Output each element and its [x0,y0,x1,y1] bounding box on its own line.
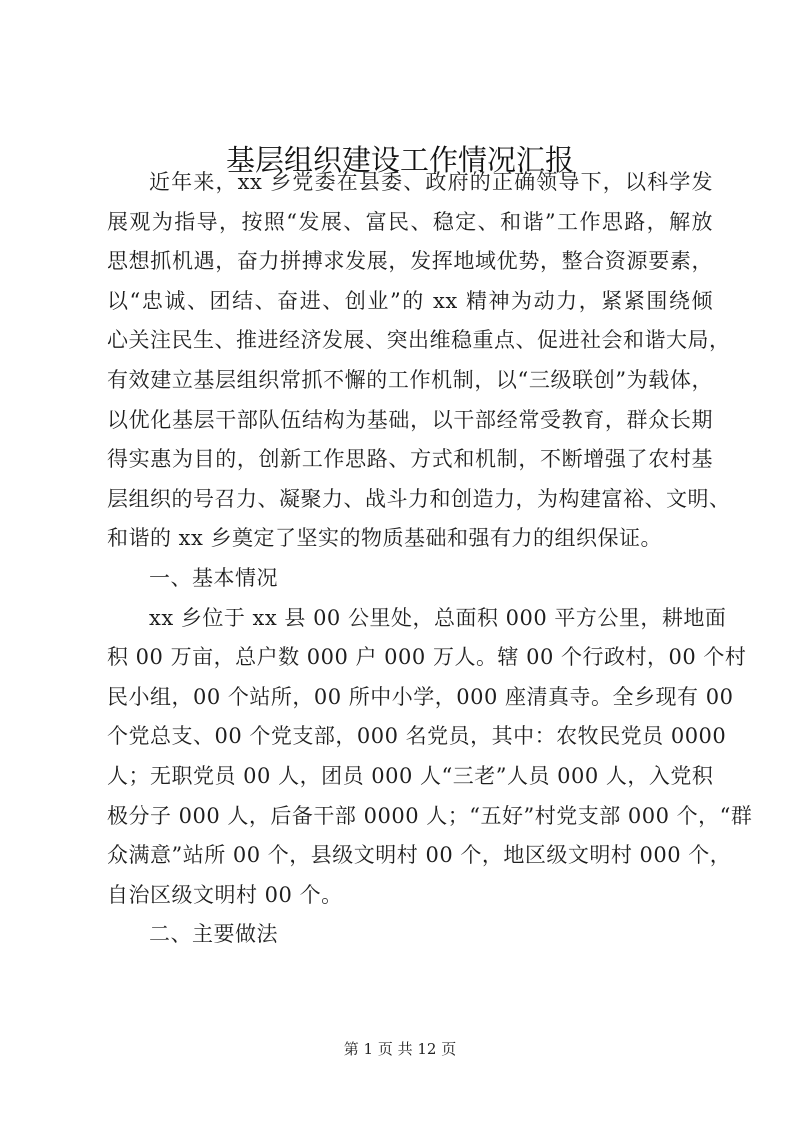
document-title: 基层组织建设工作情况汇报 [225,143,574,177]
text-line: 有效建立基层组织常抓不懈的工作机制，以“三级联创”为载体， [107,367,713,392]
text-line: 以优化基层干部队伍结构为基础，以干部经常受教育，群众长期 [107,407,713,432]
text-line: 展观为指导，按照“发展、富民、稳定、和谐”工作思路，解放 [107,209,713,234]
text-line: 和谐的 xx 乡奠定了坚实的物质基础和强有力的组织保证。 [107,526,663,551]
text-line: 众满意”站所 00 个，县级文明村 00 个，地区级文明村 000 个， [107,843,732,868]
page-number-footer: 第 1 页 共 12 页 [343,1040,457,1058]
text-line: 积 00 万亩，总户数 000 户 000 万人。辖 00 个行政村，00 个村 [107,645,747,670]
text-line: xx 乡位于 xx 县 00 公里处，总面积 000 平方公里，耕地面 [149,605,727,630]
section-heading-main-practices: 二、主要做法 [149,922,278,947]
text-line: 民小组，00 个站所，00 所中小学，000 座清真寺。全乡现有 00 [107,684,734,709]
text-line: 近年来，xx 乡党委在县委、政府的正确领导下，以科学发 [149,170,713,194]
text-line: 以“忠诚、团结、奋进、创业”的 xx 精神为动力，紧紧围绕倾 [107,288,713,313]
paragraph-intro [107,163,731,559]
text-line: 层组织的号召力、凝聚力、战斗力和创造力，为构建富裕、文明、 [107,486,731,511]
text-line: 极分子 000 人，后备干部 0000 人；“五好”村党支部 000 个，“群 [107,803,753,828]
section-heading-basic-situation: 一、基本情况 [149,565,278,590]
document-body [107,163,753,955]
text-line: 自治区级文明村 00 个。 [107,882,343,907]
text-line: 人；无职党员 00 人，团员 000 人“三老”人员 000 人，入党积 [107,763,714,788]
paragraph-basic-situation [107,599,753,916]
text-line: 得实惠为目的，创新工作思路、方式和机制，不断增强了农村基 [107,447,713,472]
text-line: 个党总支、00 个党支部，000 名党员，其中：农牧民党员 0000 [107,724,727,749]
text-line: 心关注民生、推进经济发展、突出维稳重点、促进社会和谐大局， [107,328,731,353]
text-line: 思想抓机遇，奋力拼搏求发展，发挥地域优势，整合资源要素， [107,249,713,274]
